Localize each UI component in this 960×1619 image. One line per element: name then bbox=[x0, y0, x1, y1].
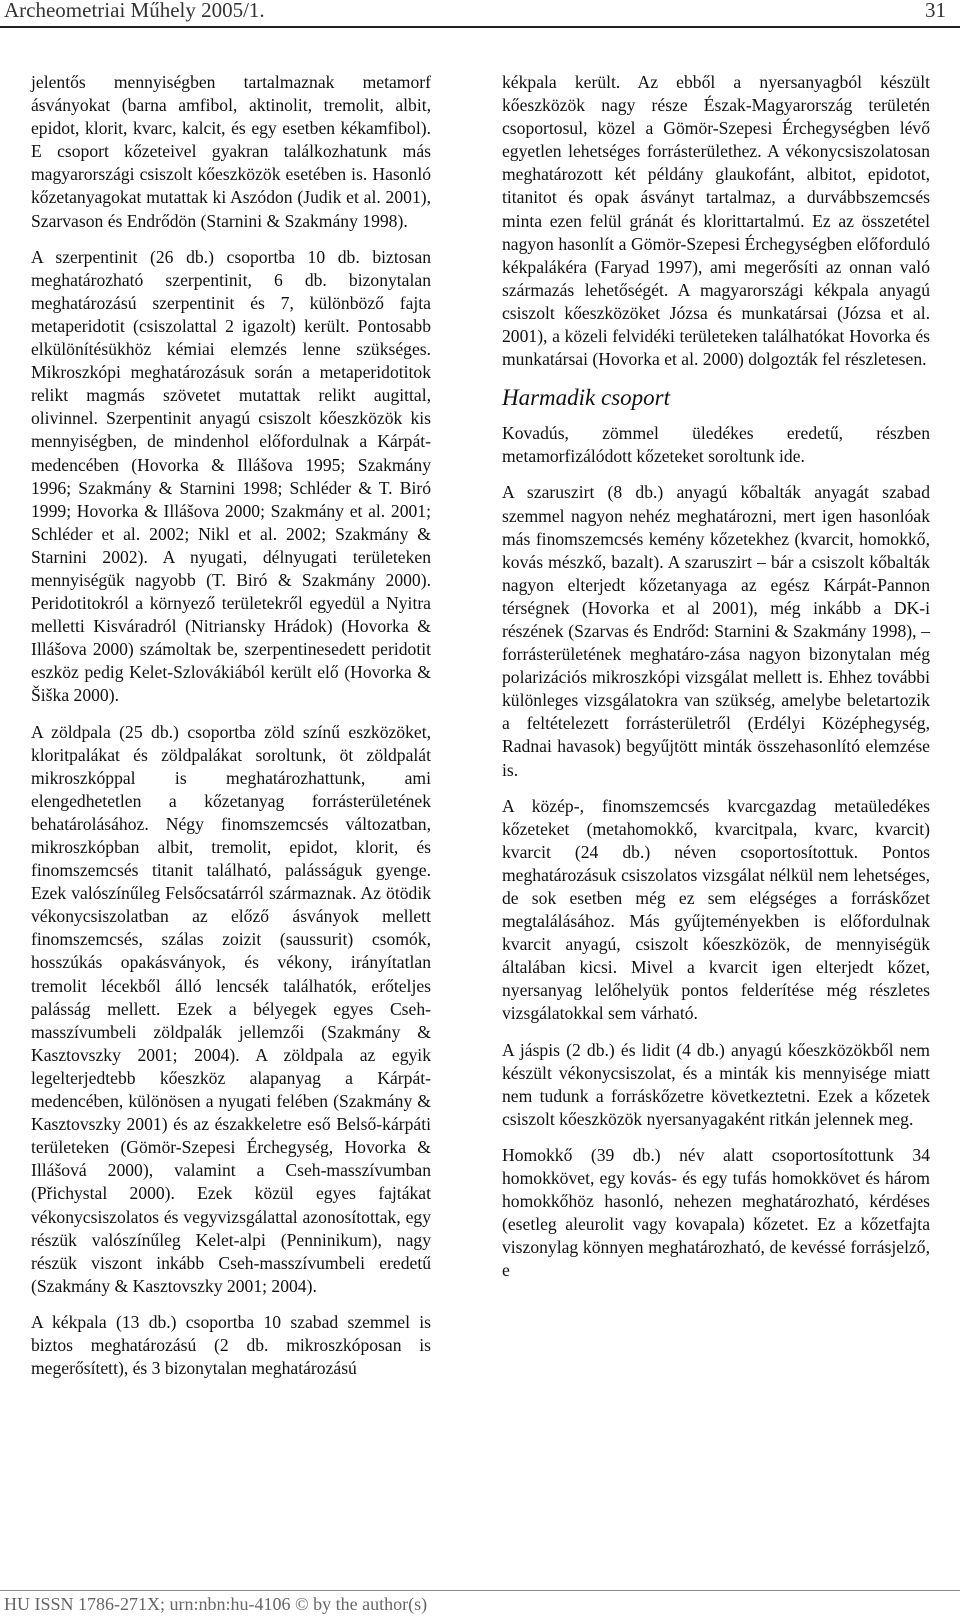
paragraph: A jáspis (2 db.) és lidit (4 db.) anyagú kőeszközökből nem készült vékonycsiszolat, és a minták kis mennyisége miatt nem tudunk a forráskőzetre következtetni. Ezek a kőzetek csiszolt kőeszközök nyersanyagaként ritkán jelennek meg. bbox=[502, 1039, 930, 1129]
paragraph: A szerpentinit (26 db.) csoportba 10 db. biztosan meghatározható szerpentinit, 6 db. bizonytalan meghatározású szerpentinit és 7, különböző fajta metaperidotit (csiszolattal 2 igazolt) került. Pontosabb elkülönítésükhöz kémiai elemzés lenne szükséges. Mikroszkópi meghatározásuk során a metaperidotitok relikt magmás szövetet mutattak relikt augittal, olivinnel. Szerpentinit anyagú csiszolt kőeszközök kis mennyiségben, de mindenhol előfordulnak a Kárpát-medencében (Hovorka & Illášova 1995; Szakmány 1996; Szakmány & Starnini 1998; Schléder & T. Biró 1999; Hovorka & Illášova 2000; Szakmány et al. 2001; Schléder et al. 2002; Nikl et al. 2002; Szakmány & Starnini 2002). A nyugati, délnyugati területeken mennyiségük nagyobb (T. Biró & Szakmány 2000). Peridotitokról a környező területekről egyedül a Nyitra melletti Kisváradról (Nitriansky Hrádok) (Hovorka & Illášova 2000) számoltak be, szerpentinesedett peridotit eszköz pedig Kelet-Szlovákiából került elő (Hovorka & Šiška 2000). bbox=[31, 246, 431, 706]
paragraph: kékpala került. Az ebből a nyersanyagból készült kőeszközök nagy része Észak-Magyarország területén csoportosul, közel a Gömör-Szepesi Érchegységben lévő egyetlen lehetséges forrásterülethez. A vékonycsiszolatosan meghatározott két példány glaukofánt, albitot, epidotot, titanitot és opak ásványt tartalmaz, a durvábbszemcsés minta ezen felül gránát és klorittartalmú. Ez az összetétel nagyon hasonlít a Gömör-Szepesi Érchegységben előforduló kékpalákéra (Faryad 1997), ami megerősíti az onnan való származás lehetőségét. A magyarországi kékpala anyagú csiszolt kőeszközöket Józsa és munkatársai (Józsa et al. 2001), a közeli felvidéki területeken találhatókat Hovorka és munkatársai (Hovorka et al. 2000) dolgozták fel részletesen. bbox=[502, 72, 930, 370]
page-number: 31 bbox=[925, 0, 946, 22]
paragraph: A szaruszirt (8 db.) anyagú kőbalták anyagát szabad szemmel nagyon nehéz meghatározni, mert igen hasonlóak más finomszemcsés kemény kőzetekhez (kvarcit, homokkő, kovás mészkő, bazalt). A szaruszirt – bár a csiszolt kőbalták nagyon elterjedt kőzetanyaga az egész Kárpát-Pannon térségnek (Hovorka et al 2001), még inkább a DK-i részének (Szarvas és Endrőd: Starnini & Szakmány 1998), – forrásterületének meghatáro-zása nagyon bizonytalan még polarizációs mikroszkópi vizsgálat mellett is. Ehhez további különleges vizsgálatokra van szükség, amelybe beletartozik a feltételezett forrásterületről (Erdélyi Középhegység, Radnai havasok) begyűjtött minták összehasonlító elemzése is. bbox=[502, 482, 930, 780]
paragraph: A közép-, finomszemcsés kvarcgazdag metaüledékes kőzeteket (metahomokkő, kvarcitpala, kvarc, kvarcit) kvarcit (24 db.) néven csoportosítottuk. Pontos meghatározásuk csiszolatos vizsgálat nélkül nem lehetséges, de sok esetben még ez sem elégséges a forráskőzet megtalálásához. Más gyűjteményekben is előfordulnak kvarcit anyagú, csiszolt kőeszközök, de mennyiségük általában kicsi. Mivel a kvarcit igen elterjedt kőzet, nyersanyag lelőhelyük pontos felderítése még részletes vizsgálatokkal sem várható. bbox=[502, 795, 930, 1024]
paragraph: A zöldpala (25 db.) csoportba zöld színű eszközöket, kloritpalákat és zöldpalákat soroltunk, öt zöldpalát mikroszkóppal is meghatározhattunk, ami elengedhetetlen a kőzetanyag forrásterületének behatárolásához. Négy finomszemcsés változatban, mikroszkópban albit, tremolit, epidot, klorit, és finomszemcsés titanit található, palásságuk gyenge. Ezek valószínűleg Felsőcsatárról származnak. Az ötödik vékonycsiszolatban az előző ásványok mellett finomszemcsés, szálas zoizit (saussurit) csomók, hosszúkás opakásványok, és vékony, irányítatlan tremolit lécekből álló lencsék találhatók, erőteljes palásság mellett. Ezek a bélyegek egyes Cseh-masszívumbeli zöldpalák jellemzői (Szakmány & Kasztovszky 2001; 2004). A zöldpala az egyik legelterjedtebb kőeszköz alapanyag a Kárpát-medencében, különösen a nyugati felében (Szakmány & Kasztovszky 2001) és az északkeletre eső Belső-kárpáti területeken (Gömör-Szepesi Érchegység, Hovorka & Illášová 2000), valamint a Cseh-masszívumban (Přichystal 2000). Ezek közül egyes fajtákat vékonycsiszolatos és vegyvizsgálattal azonosítottak, egy részük valószínűleg Kelet-alpi (Penninikum), nagy részük viszont inkább Cseh-masszívumbeli eredetű (Szakmány & Kasztovszky 2001; 2004). bbox=[31, 721, 431, 1296]
paragraph: A kékpala (13 db.) csoportba 10 szabad szemmel is biztos meghatározású (2 db. mikroszkóposan is megerősített), és 3 bizonytalan meghatározású bbox=[31, 1311, 431, 1379]
page-header bbox=[0, 0, 960, 28]
footer-divider bbox=[0, 1590, 960, 1591]
footer-text: HU ISSN 1786-271X; urn:nbn:hu-4106 © by the author(s) bbox=[4, 1594, 428, 1614]
left-column bbox=[31, 71, 431, 1393]
paragraph: Kovadús, zömmel üledékes eredetű, részben metamorfizálódott kőzeteket soroltunk ide. bbox=[502, 423, 930, 467]
right-column bbox=[502, 71, 930, 1296]
journal-title: Archeometriai Műhely 2005/1. bbox=[4, 0, 265, 22]
paragraph: jelentős mennyiségben tartalmaznak metamorf ásványokat (barna amfibol, aktinolit, tremolit, albit, epidot, klorit, kvarc, kalcit, és egy esetben kékamfibol). E csoport kőzeteivel gyakran találkozhatunk más magyarországi csiszolt kőeszközök esetében is. Hasonló kőzetanyagokat mutattak ki Aszódon (Judik et al. 2001), Szarvason és Endrődön (Starnini & Szakmány 1998). bbox=[31, 72, 431, 231]
section-heading: Harmadik csoport bbox=[502, 385, 671, 411]
paragraph: Homokkő (39 db.) név alatt csoportosítottunk 34 homokkövet, egy kovás- és egy tufás homokkövet és három homokkőhöz hasonló, nehezen meghatározható, kérdéses (esetleg aleurolit vagy kovapala) kőzetet. Ez a kőzetfajta viszonylag könnyen meghatározható, de kevéssé forrásjelző, e bbox=[502, 1144, 930, 1281]
